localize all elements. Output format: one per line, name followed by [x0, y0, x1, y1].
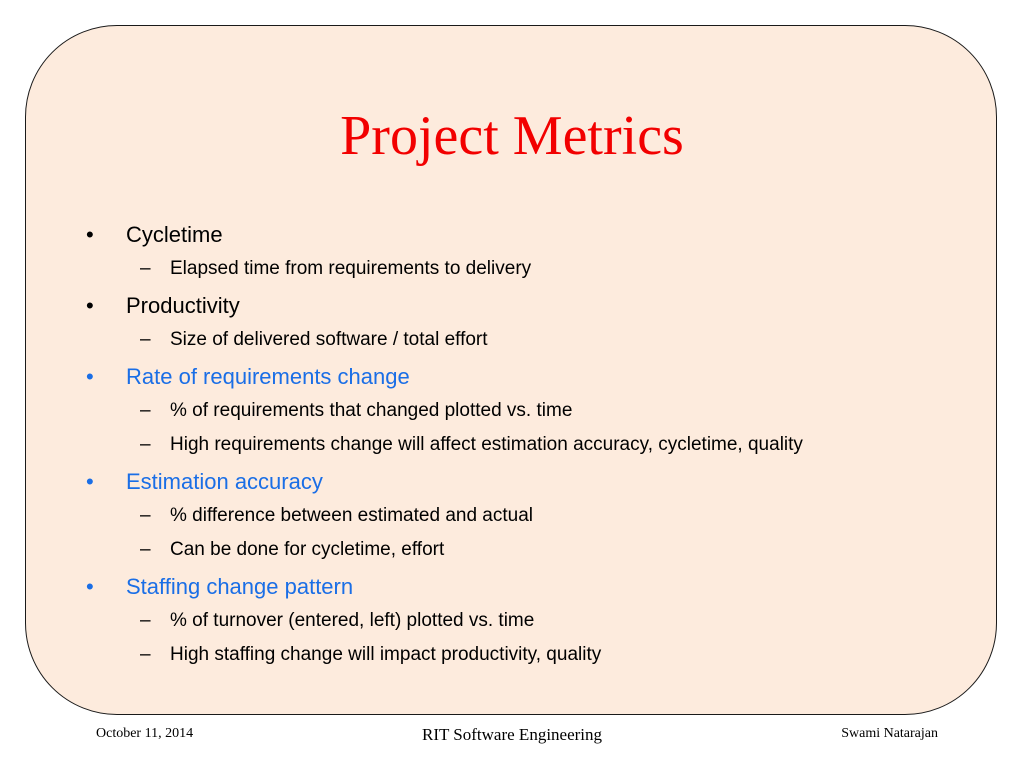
- bullet-label: Productivity: [126, 293, 240, 318]
- bullet-marker: •: [86, 222, 94, 247]
- sub-bullet-item: [86, 429, 986, 461]
- sub-bullet-item: [86, 253, 986, 285]
- dash-marker: –: [140, 644, 151, 665]
- dash-marker: –: [140, 610, 151, 631]
- sub-bullet-label: % of turnover (entered, left) plotted vs. time: [170, 610, 535, 631]
- sub-bullet-label: % of requirements that changed plotted vs. time: [170, 400, 573, 421]
- sub-bullet-item: [86, 500, 986, 532]
- sub-bullet-label: Can be done for cycletime, effort: [170, 539, 445, 560]
- bullet-marker: •: [86, 293, 94, 318]
- sub-bullet-label: High staffing change will impact productivity, quality: [170, 644, 602, 665]
- sub-bullet-label: Elapsed time from requirements to delivery: [170, 258, 532, 279]
- bullet-label: Cycletime: [126, 222, 223, 247]
- dash-marker: –: [140, 400, 151, 421]
- bullet-label: Rate of requirements change: [126, 364, 410, 389]
- footer-date: October 11, 2014: [96, 726, 194, 741]
- sub-bullet-item: [86, 639, 986, 671]
- bullet-label: Estimation accuracy: [126, 469, 323, 494]
- bullet-marker: •: [86, 469, 94, 494]
- footer-organization: RIT Software Engineering: [421, 725, 603, 744]
- bullet-item: [86, 571, 986, 603]
- bullet-list: [86, 219, 986, 671]
- bullet-marker: •: [86, 364, 94, 389]
- sub-bullet-item: [86, 534, 986, 566]
- bullet-item: [86, 466, 986, 498]
- footer-author: Swami Natarajan: [841, 726, 938, 741]
- bullet-item: [86, 290, 986, 322]
- sub-bullet-item: [86, 605, 986, 637]
- dash-marker: –: [140, 505, 151, 526]
- bullet-item: [86, 219, 986, 251]
- sub-bullet-item: [86, 395, 986, 427]
- dash-marker: –: [140, 258, 151, 279]
- slide-title: Project Metrics: [340, 105, 684, 167]
- bullet-item: [86, 361, 986, 393]
- bullet-marker: •: [86, 574, 94, 599]
- dash-marker: –: [140, 434, 151, 455]
- dash-marker: –: [140, 539, 151, 560]
- dash-marker: –: [140, 329, 151, 350]
- bullet-label: Staffing change pattern: [126, 574, 354, 599]
- sub-bullet-label: High requirements change will affect estimation accuracy, cycletime, quality: [170, 434, 803, 455]
- sub-bullet-label: Size of delivered software / total effort: [170, 329, 488, 350]
- sub-bullet-item: [86, 324, 986, 356]
- sub-bullet-label: % difference between estimated and actual: [170, 505, 533, 526]
